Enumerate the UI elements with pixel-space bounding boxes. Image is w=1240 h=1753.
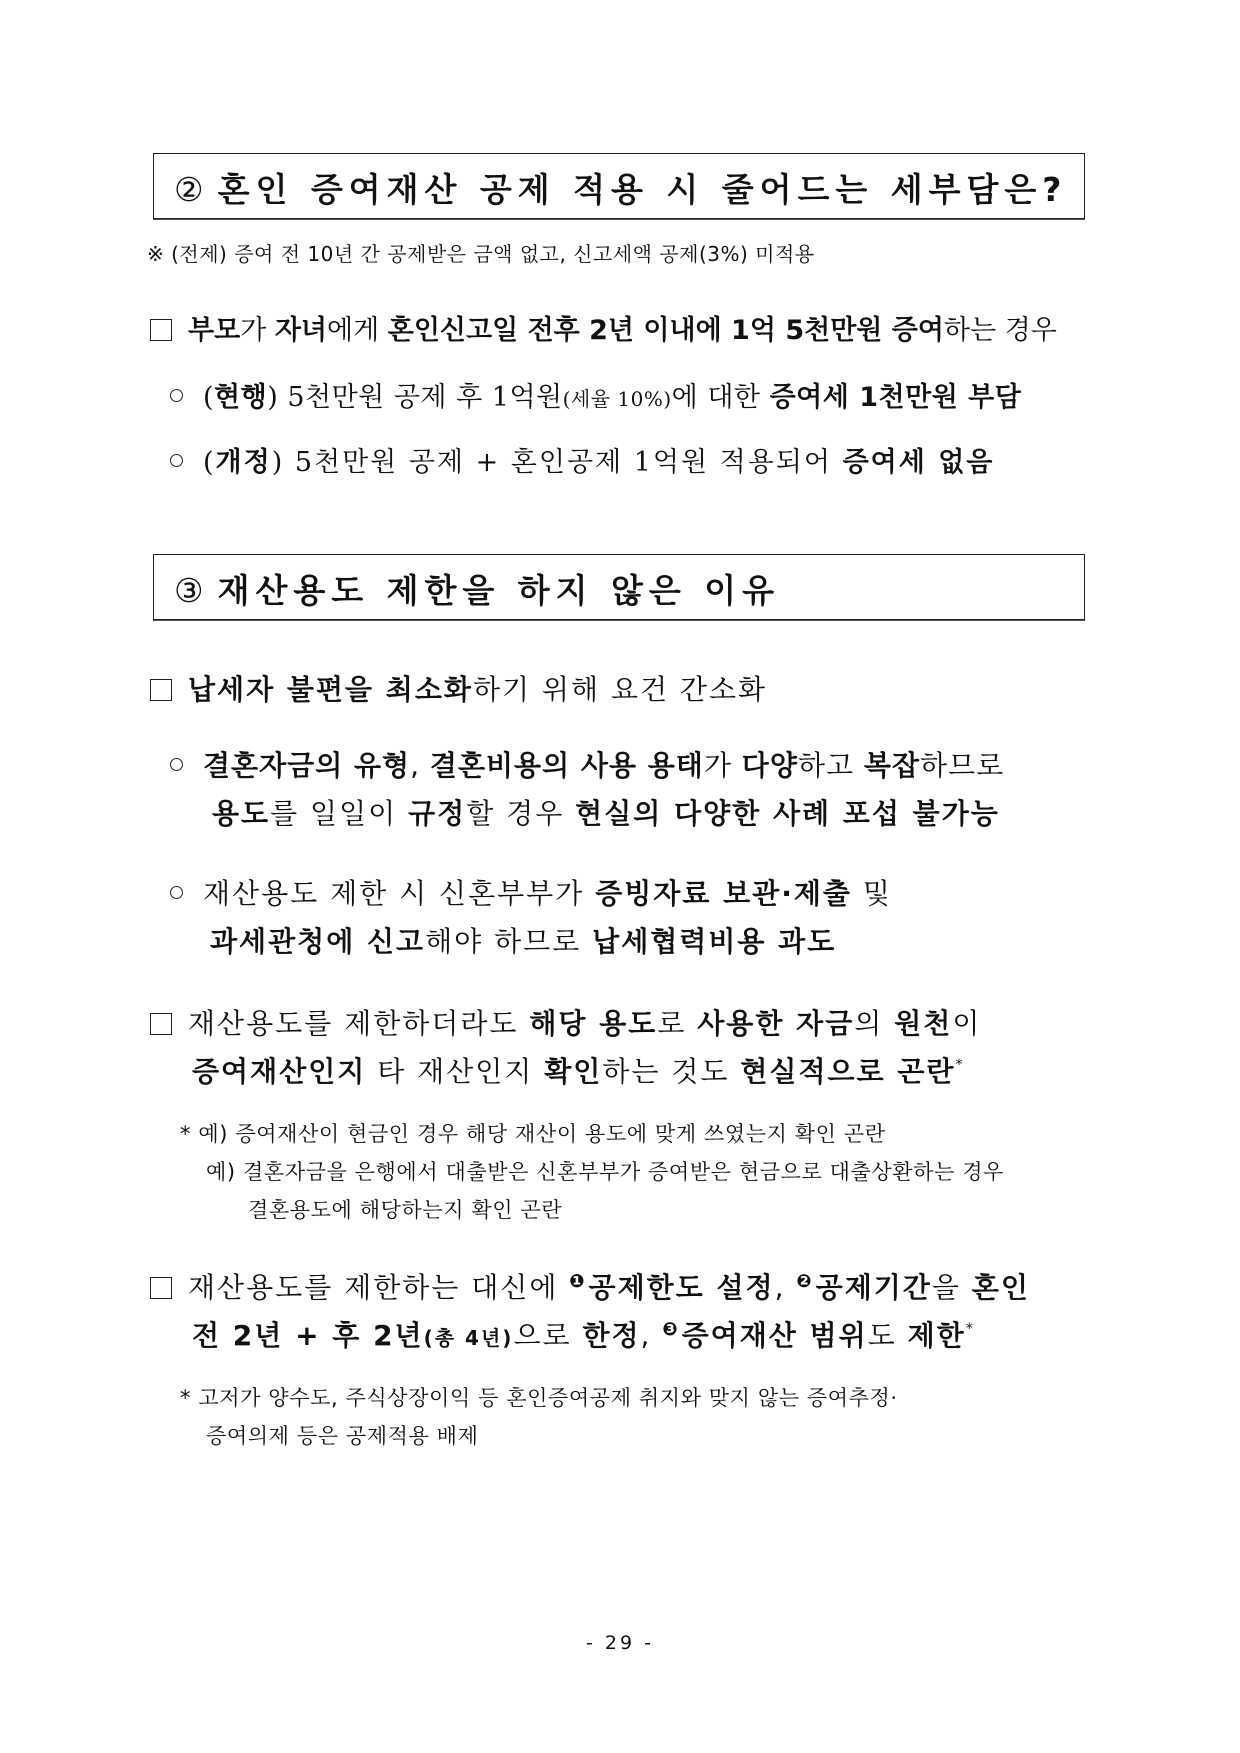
checkbox-bullet-icon (150, 1277, 172, 1299)
reason-1-sub-1-line-2 (212, 792, 1000, 832)
text: 재산용도를 제한하더라도 (188, 1007, 530, 1040)
text: 가 (240, 315, 275, 346)
revised-rule-item: (개정) 5천만원 공제 + 혼인공제 1억원 적용되어 증여세 없음 (170, 440, 994, 479)
section-title-text: 재산용도 제한을 하지 않은 이유 (217, 571, 780, 610)
section-3-title (174, 565, 780, 612)
text: 하므로 (920, 749, 1005, 782)
text: 으로 (513, 1319, 583, 1352)
text: , (410, 749, 430, 782)
number-3-icon: ❸ (662, 1319, 680, 1340)
text-bold: 제한 (907, 1319, 966, 1352)
footnote-line: 예) 결혼자금을 은행에서 대출받은 신혼부부가 증여받은 현금으로 대출상환하는 경우 (206, 1160, 1005, 1184)
text-bold: 납세협력비용 과도 (592, 925, 837, 958)
section-2-title (174, 164, 1067, 211)
text: 에 대한 (671, 382, 770, 413)
number-2-icon: ❷ (796, 1271, 814, 1292)
text-bold: 원천 (894, 1007, 953, 1040)
text: 에게 (327, 315, 388, 346)
text: 하는 경우 (943, 315, 1057, 346)
reason-1-sub-2-line-2 (210, 920, 836, 960)
text-bold: 증여세 1천만원 부담 (769, 382, 1022, 413)
checkbox-bullet-icon (150, 319, 172, 341)
circle-bullet-icon (170, 886, 183, 899)
text: 할 경우 (466, 797, 576, 830)
text: 5천만원 공제 + 혼인공제 1억원 적용되어 (294, 447, 843, 478)
tax-rate-note: (세율 10%) (562, 387, 672, 411)
text-bold: 증여재산 범위 (681, 1319, 868, 1352)
text-bold: 납세자 불편을 최소화 (188, 673, 473, 706)
footnote-marker: * (965, 1321, 975, 1337)
circle-bullet-icon (170, 389, 183, 402)
circle-bullet-icon (170, 454, 183, 467)
reason-item-2-line-2 (192, 1050, 964, 1090)
reason-1-sub-2-line-1 (170, 872, 892, 912)
text-bold: 현실적으로 곤란 (740, 1055, 956, 1088)
text-bold: 결혼비용의 사용 용태 (429, 749, 704, 782)
text: 하는 것도 (602, 1055, 741, 1088)
text-bold: 사용한 자금 (697, 1007, 855, 1040)
text-bold: 용도 (212, 797, 271, 830)
text: , (640, 1319, 663, 1352)
section-number: ② (174, 170, 204, 209)
label-current: 현행 (214, 382, 268, 413)
text-bold: 과세관청에 신고 (210, 925, 426, 958)
circle-bullet-icon (170, 758, 183, 771)
text-bold: 다양 (741, 749, 798, 782)
text-bold: 전 2년 + 후 2년 (192, 1319, 424, 1352)
footnote-marker: * (955, 1057, 965, 1073)
reason-item-2-line-1 (150, 1002, 981, 1042)
text-bold: 부모 (188, 315, 241, 346)
text-bold: 한정 (582, 1319, 641, 1352)
text: 이 (952, 1007, 982, 1040)
text-bold: 증빙자료 보관·제출 (595, 877, 852, 910)
text-bold: 공제한도 설정 (588, 1271, 775, 1304)
text-bold: 확인 (544, 1055, 603, 1088)
text: , (774, 1271, 797, 1304)
text-bold: 규정 (408, 797, 467, 830)
text-bold: 자녀 (274, 315, 328, 346)
text: 해야 하므로 (425, 925, 593, 958)
section-title-text: 혼인 증여재산 공제 적용 시 줄어드는 세부담은? (217, 170, 1068, 209)
text-bold: 증여세 없음 (842, 447, 995, 478)
footnote-line: 증여의제 등은 공제적용 배제 (206, 1424, 479, 1448)
section-number: ③ (174, 571, 204, 610)
section-3-heading-box (153, 554, 1085, 620)
reason-1-sub-1-line-1 (170, 744, 1004, 784)
text-bold: 증여재산인지 (192, 1055, 367, 1088)
text: 하기 위해 요건 간소화 (472, 673, 768, 706)
text: 도 (867, 1319, 908, 1352)
text-bold: 복잡 (863, 749, 921, 782)
text: 의 (854, 1007, 895, 1040)
reason-item-3-line-2 (192, 1314, 975, 1354)
text: 타 재산인지 (366, 1055, 545, 1088)
text: 재산용도를 제한하는 대신에 (188, 1271, 570, 1304)
text: 을 (931, 1271, 972, 1304)
text-bold: 해당 용도 (529, 1007, 658, 1040)
text: 를 일일이 (270, 797, 409, 830)
text: 가 (703, 749, 742, 782)
page-number: - 29 - (586, 1632, 654, 1654)
text: 로 (657, 1007, 698, 1040)
checkbox-bullet-icon (150, 679, 172, 701)
checkbox-bullet-icon (150, 1013, 172, 1035)
text-bold: 공제기간 (815, 1271, 932, 1304)
current-rule-item: (현행) 5천만원 공제 후 1억원(세율 10%)에 대한 증여세 1천만원 부담 (170, 375, 1021, 414)
text-bold: 결혼자금의 유형 (203, 749, 411, 782)
footnote-line: 결혼용도에 해당하는지 확인 곤란 (248, 1198, 563, 1222)
label-revised: 개정 (215, 447, 272, 478)
text: 5천만원 공제 후 1억원 (287, 382, 563, 413)
text: 하고 (797, 749, 864, 782)
footnote-line: * 고저가 양수도, 주식상장이익 등 혼인증여공제 취지와 맞지 않는 증여추정· (180, 1386, 898, 1410)
reason-item-3-line-1 (150, 1266, 1030, 1306)
text: 재산용도 제한 시 신혼부부가 (203, 877, 596, 910)
section-2-heading-box (153, 153, 1085, 219)
text-bold: 혼인신고일 전후 2년 이내에 1억 5천만원 증여 (387, 315, 944, 346)
reason-item-1 (150, 668, 767, 708)
text-bold: 혼인 (971, 1271, 1030, 1304)
premise-note: ※ (전제) 증여 전 10년 간 공제받은 금액 없고, 신고세액 공제(3%) 미적용 (147, 242, 815, 266)
total-period-note: (총 4년) (423, 1326, 514, 1350)
footnote-line: * 예) 증여재산이 현금인 경우 해당 재산이 용도에 맞게 쓰였는지 확인 곤란 (180, 1122, 886, 1146)
number-1-icon: ❶ (569, 1271, 587, 1292)
text-bold: 현실의 다양한 사례 포섭 불가능 (575, 797, 1000, 830)
text: 및 (851, 877, 892, 910)
case-item (150, 308, 1057, 347)
